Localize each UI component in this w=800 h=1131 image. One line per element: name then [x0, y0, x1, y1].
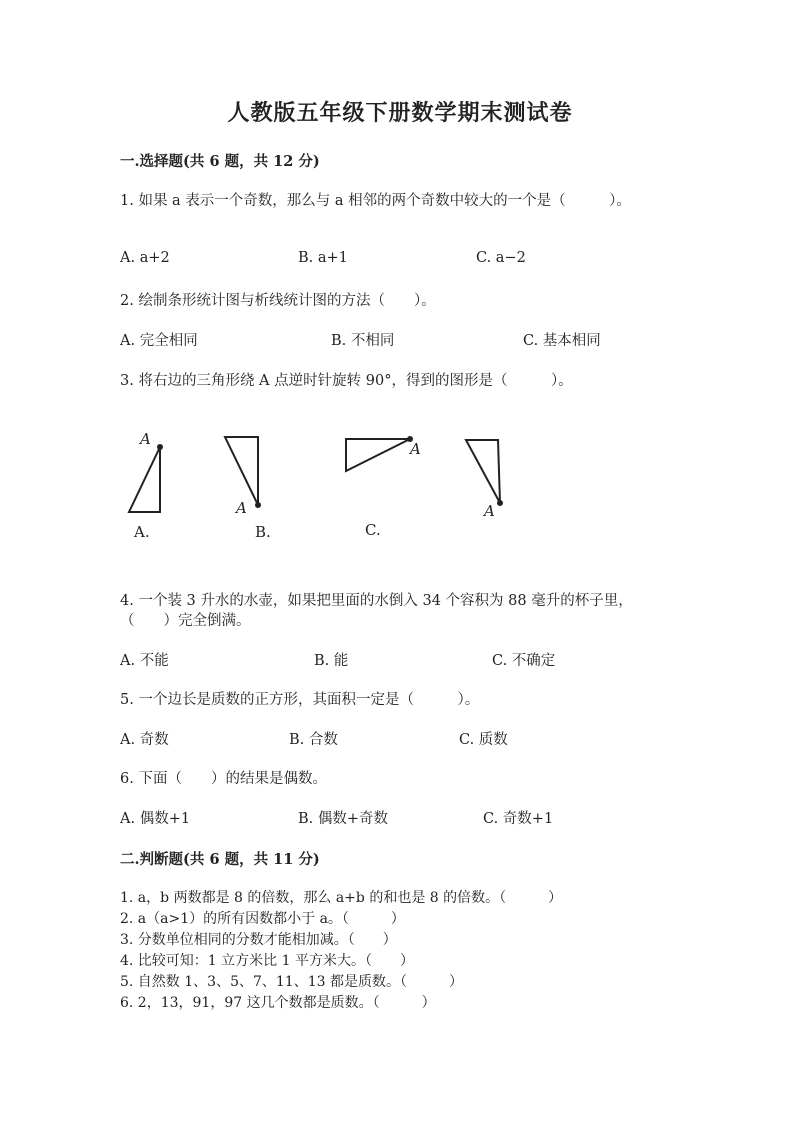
judge-item-6: 6. 2，13，91，97 这几个数都是质数。（ ）	[120, 995, 436, 1011]
judge-item-3: 3. 分数单位相同的分数才能相加减。（ ）	[120, 932, 397, 948]
figure-label-c: C.	[365, 521, 381, 539]
q1-option-b: B. a+1	[298, 250, 348, 266]
point-a-label-4: A	[484, 502, 495, 520]
judge-item-2: 2. a（a>1）的所有因数都小于 a。（ ）	[120, 911, 405, 927]
q5-option-c: C. 质数	[459, 732, 508, 748]
question-5: 5. 一个边长是质数的正方形，其面积一定是（ ）。	[120, 692, 480, 708]
question-4-line-1: 4. 一个装 3 升水的水壶，如果把里面的水倒入 34 个容积为 88 毫升的杯子里，	[120, 593, 633, 609]
q1-option-a: A. a+2	[120, 250, 170, 266]
question-2: 2. 绘制条形统计图与析线统计图的方法（ ）。	[120, 293, 436, 309]
q2-option-b: B. 不相同	[331, 333, 395, 349]
triangle-a	[129, 447, 160, 512]
q4-option-c: C. 不确定	[492, 653, 556, 669]
triangle-c	[346, 439, 410, 471]
q5-option-b: B. 合数	[289, 732, 338, 748]
q4-option-b: B. 能	[314, 653, 349, 669]
triangle-figure	[118, 425, 538, 550]
q6-option-a: A. 偶数+1	[120, 811, 191, 827]
point-a-label-3: A	[410, 440, 421, 458]
q4-option-a: A. 不能	[120, 653, 169, 669]
section-heading-judge: 二.判断题(共 6 题，共 11 分)	[120, 851, 320, 868]
judge-item-4: 4. 比较可知：1 立方米比 1 平方米大。（ ）	[120, 953, 414, 969]
q1-option-c: C. a−2	[476, 250, 526, 266]
page-title: 人教版五年级下册数学期末测试卷	[227, 100, 573, 126]
q6-option-c: C. 奇数+1	[483, 811, 554, 827]
question-4-line-2: （ ）完全倒满。	[120, 613, 251, 629]
triangle-b	[225, 437, 258, 505]
judge-item-1: 1. a，b 两数都是 8 的倍数，那么 a+b 的和也是 8 的倍数。（ ）	[120, 890, 563, 906]
q5-option-a: A. 奇数	[120, 732, 169, 748]
section-heading-choice: 一.选择题(共 6 题，共 12 分)	[120, 153, 320, 170]
q6-option-b: B. 偶数+奇数	[298, 811, 389, 827]
triangle-d	[466, 440, 500, 503]
q2-option-c: C. 基本相同	[523, 333, 601, 349]
triangle-options-graphic	[118, 425, 538, 550]
point-d-dot	[497, 500, 503, 506]
question-3: 3. 将右边的三角形绕 A 点逆时针旋转 90°，得到的图形是（ ）。	[120, 373, 573, 389]
point-a-label-1: A	[140, 430, 151, 448]
judge-item-5: 5. 自然数 1、3、5、7、11、13 都是质数。（ ）	[120, 974, 463, 990]
point-b-dot	[255, 502, 261, 508]
point-a-dot	[157, 444, 163, 450]
question-1: 1. 如果 a 表示一个奇数，那么与 a 相邻的两个奇数中较大的一个是（ ）。	[120, 193, 631, 209]
question-6: 6. 下面（ ）的结果是偶数。	[120, 771, 327, 787]
figure-label-b: B.	[255, 523, 271, 541]
q2-option-a: A. 完全相同	[120, 333, 198, 349]
point-a-label-2: A	[236, 499, 247, 517]
figure-label-a: A.	[134, 523, 150, 541]
